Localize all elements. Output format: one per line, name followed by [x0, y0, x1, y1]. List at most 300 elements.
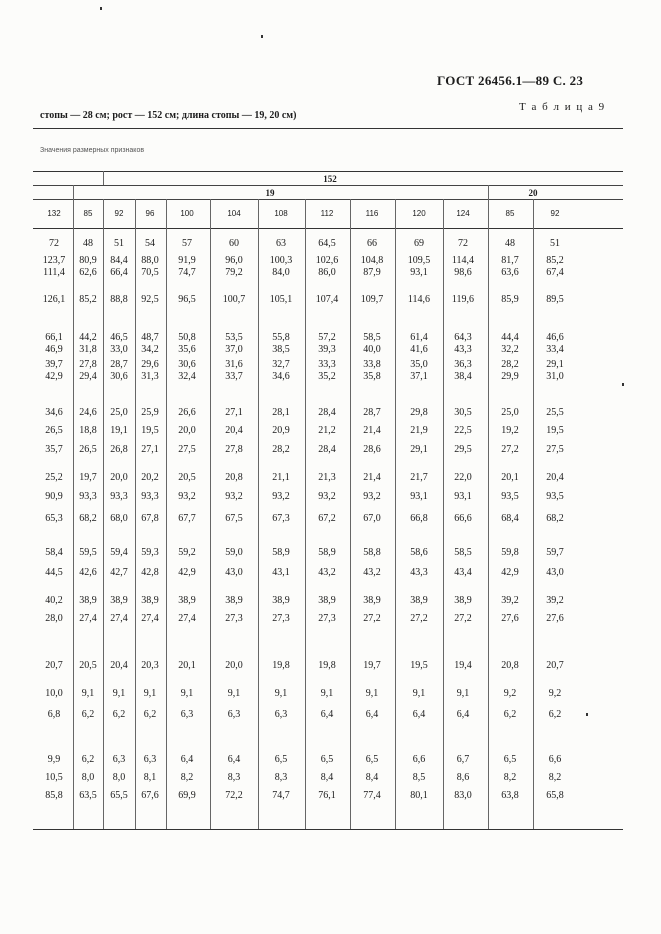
group-divider: [488, 185, 489, 199]
table-cell: 42,7: [110, 567, 128, 578]
table-cell: 30,6: [178, 359, 196, 370]
table-cell: 27,3: [318, 613, 336, 624]
table-cell: 57: [182, 238, 192, 249]
table-cell: 88,8: [110, 294, 128, 305]
table-cell: 10,5: [45, 772, 63, 783]
table-cell: 8,2: [548, 772, 562, 783]
table-cell: 50,8: [178, 332, 196, 343]
table-cell: 66: [367, 238, 377, 249]
table-cell: 58,5: [363, 332, 381, 343]
table-cell: 59,4: [110, 547, 128, 558]
table-cell: 61,4: [410, 332, 428, 343]
table-cell: 27,2: [410, 613, 428, 624]
scan-speck: [622, 383, 624, 386]
table-cell: 60: [229, 238, 239, 249]
table-cell: 107,4: [315, 294, 339, 305]
table-cell: 58,8: [363, 547, 381, 558]
table-cell: 29,1: [546, 359, 564, 370]
table-cell: 29,6: [141, 359, 159, 370]
height-group-rule: [33, 185, 623, 186]
table-cell: 68,4: [501, 513, 519, 524]
table-cell: 9,1: [227, 688, 241, 699]
table-cell: 59,0: [225, 547, 243, 558]
table-cell: 28,2: [501, 359, 519, 370]
values-section-label: Значения размерных признаков: [40, 147, 145, 154]
table-cell: 19,5: [141, 425, 159, 436]
table-cell: 44,4: [501, 332, 519, 343]
table-cell: 93,1: [410, 491, 428, 502]
table-cell: 27,4: [178, 613, 196, 624]
table-cell: 27,5: [178, 444, 196, 455]
table-cell: 19,8: [318, 660, 336, 671]
table-cell: 93,3: [141, 491, 159, 502]
table-cell: 93,3: [110, 491, 128, 502]
table-cell: 114,6: [407, 294, 431, 305]
table-cell: 77,4: [363, 790, 381, 801]
table-cell: 20,8: [225, 472, 243, 483]
table-cell: 9,1: [320, 688, 334, 699]
table-cell: 96,5: [178, 294, 196, 305]
table-cell: 93,3: [79, 491, 97, 502]
table-cell: 114,4: [451, 255, 475, 266]
column-header: 108: [274, 209, 288, 218]
table-cell: 8,2: [503, 772, 517, 783]
table-cell: 39,7: [45, 359, 63, 370]
table-cell: 88,0: [141, 255, 159, 266]
table-cell: 85,2: [79, 294, 97, 305]
column-rule: [305, 199, 306, 829]
table-cell: 63,6: [501, 267, 519, 278]
table-cell: 21,9: [410, 425, 428, 436]
table-cell: 69: [414, 238, 424, 249]
table-cell: 39,3: [318, 344, 336, 355]
table-cell: 6,4: [180, 754, 194, 765]
table-bottom-rule: [33, 829, 623, 830]
table-cell: 119,6: [451, 294, 475, 305]
table-cell: 33,3: [318, 359, 336, 370]
table-cell: 9,2: [503, 688, 517, 699]
table-cell: 42,8: [141, 567, 159, 578]
table-cell: 93,2: [318, 491, 336, 502]
table-cell: 9,1: [412, 688, 426, 699]
table-cell: 6,3: [143, 754, 157, 765]
table-cell: 28,7: [110, 359, 128, 370]
table-cell: 26,5: [45, 425, 63, 436]
table-cell: 9,1: [456, 688, 470, 699]
table-cell: 36,3: [454, 359, 472, 370]
table-cell: 22,0: [454, 472, 472, 483]
table-cell: 28,6: [363, 444, 381, 455]
table-cell: 6,4: [227, 754, 241, 765]
table-cell: 32,2: [501, 344, 519, 355]
table-cell: 93,2: [178, 491, 196, 502]
table-cell: 93,5: [546, 491, 564, 502]
table-cell: 29,4: [79, 371, 97, 382]
table-cell: 27,6: [546, 613, 564, 624]
table-cell: 48,7: [141, 332, 159, 343]
table-cell: 40,2: [45, 595, 63, 606]
table-cell: 38,4: [454, 371, 472, 382]
table-cell: 35,7: [45, 444, 63, 455]
column-rule: [210, 199, 211, 829]
column-header: 92: [550, 209, 560, 218]
table-cell: 9,1: [143, 688, 157, 699]
table-cell: 109,5: [407, 255, 431, 266]
column-rule: [533, 199, 534, 829]
table-cell: 34,6: [272, 371, 290, 382]
table-cell: 58,6: [410, 547, 428, 558]
table-cell: 9,9: [47, 754, 61, 765]
table-cell: 39,2: [546, 595, 564, 606]
table-cell: 28,2: [272, 444, 290, 455]
column-header: 100: [180, 209, 194, 218]
table-cell: 29,9: [501, 371, 519, 382]
scan-speck: [261, 35, 263, 38]
table-cell: 59,8: [501, 547, 519, 558]
table-cell: 93,2: [363, 491, 381, 502]
column-header: 132: [47, 209, 61, 218]
column-header: 116: [365, 209, 379, 218]
table-cell: 28,4: [318, 444, 336, 455]
table-cell: 46,5: [110, 332, 128, 343]
table-cell: 20,1: [178, 660, 196, 671]
table-cell: 27,4: [110, 613, 128, 624]
table-cell: 84,4: [110, 255, 128, 266]
table-cell: 44,2: [79, 332, 97, 343]
table-cell: 65,8: [546, 790, 564, 801]
table-cell: 53,5: [225, 332, 243, 343]
table-cell: 19,5: [410, 660, 428, 671]
table-cell: 85,8: [45, 790, 63, 801]
table-cell: 21,7: [410, 472, 428, 483]
table-cell: 69,9: [178, 790, 196, 801]
table-cell: 20,3: [141, 660, 159, 671]
table-cell: 8,0: [81, 772, 95, 783]
table-cell: 84,0: [272, 267, 290, 278]
table-cell: 35,6: [178, 344, 196, 355]
height-group-value: 152: [323, 174, 337, 184]
table-cell: 65,5: [110, 790, 128, 801]
table-cell: 20,7: [45, 660, 63, 671]
table-cell: 91,9: [178, 255, 196, 266]
table-cell: 38,9: [225, 595, 243, 606]
table-cell: 67,7: [178, 513, 196, 524]
table-cell: 29,5: [454, 444, 472, 455]
column-header: 85: [505, 209, 515, 218]
table-cell: 62,6: [79, 267, 97, 278]
table-cell: 31,6: [225, 359, 243, 370]
table-cell: 39,2: [501, 595, 519, 606]
table-cell: 93,1: [454, 491, 472, 502]
table-cell: 30,5: [454, 407, 472, 418]
table-cell: 8,2: [180, 772, 194, 783]
table-cell: 8,3: [227, 772, 241, 783]
table-cell: 63: [276, 238, 286, 249]
table-cell: 6,5: [365, 754, 379, 765]
table-cell: 28,1: [272, 407, 290, 418]
table-cell: 80,9: [79, 255, 97, 266]
table-cell: 67,8: [141, 513, 159, 524]
table-cell: 6,4: [320, 709, 334, 720]
table-cell: 109,7: [360, 294, 384, 305]
column-rule: [488, 199, 489, 829]
scan-speck: [586, 713, 588, 716]
table-cell: 43,3: [454, 344, 472, 355]
table-cell: 28,7: [363, 407, 381, 418]
table-cell: 93,1: [410, 267, 428, 278]
table-cell: 66,4: [110, 267, 128, 278]
table-cell: 6,6: [548, 754, 562, 765]
table-cell: 33,0: [110, 344, 128, 355]
table-cell: 6,3: [274, 709, 288, 720]
table-cell: 87,9: [363, 267, 381, 278]
table-cell: 57,2: [318, 332, 336, 343]
table-cell: 59,5: [79, 547, 97, 558]
table-cell: 27,3: [225, 613, 243, 624]
table-cell: 100,7: [222, 294, 246, 305]
table-cell: 19,7: [79, 472, 97, 483]
table-cell: 27,2: [454, 613, 472, 624]
table-cell: 59,2: [178, 547, 196, 558]
table-cell: 27,8: [225, 444, 243, 455]
group-divider: [103, 171, 104, 185]
table-cell: 126,1: [42, 294, 66, 305]
table-cell: 6,3: [227, 709, 241, 720]
table-cell: 40,0: [363, 344, 381, 355]
table-cell: 89,5: [546, 294, 564, 305]
table-cell: 19,1: [110, 425, 128, 436]
table-cell: 9,1: [274, 688, 288, 699]
table-cell: 8,0: [112, 772, 126, 783]
table-cell: 59,3: [141, 547, 159, 558]
table-cell: 20,5: [79, 660, 97, 671]
table-cell: 96,0: [225, 255, 243, 266]
table-cell: 51: [550, 238, 560, 249]
table-cell: 19,8: [272, 660, 290, 671]
table-cell: 27,8: [79, 359, 97, 370]
table-cell: 35,8: [363, 371, 381, 382]
table-cell: 42,9: [45, 371, 63, 382]
table-cell: 38,9: [318, 595, 336, 606]
table-cell: 20,4: [546, 472, 564, 483]
table-cell: 20,9: [272, 425, 290, 436]
table-cell: 76,1: [318, 790, 336, 801]
table-cell: 25,5: [546, 407, 564, 418]
table-cell: 19,4: [454, 660, 472, 671]
table-cell: 72,2: [225, 790, 243, 801]
table-cell: 27,1: [141, 444, 159, 455]
table-cell: 67,2: [318, 513, 336, 524]
table-cell: 80,1: [410, 790, 428, 801]
table-cell: 20,0: [225, 660, 243, 671]
column-header: 85: [83, 209, 93, 218]
table-cell: 68,2: [79, 513, 97, 524]
table-cell: 27,4: [141, 613, 159, 624]
table-cell: 6,2: [112, 709, 126, 720]
table-cell: 38,9: [110, 595, 128, 606]
table-cell: 37,1: [410, 371, 428, 382]
column-header: 112: [320, 209, 334, 218]
table-top-rule: [33, 171, 623, 172]
table-cell: 32,4: [178, 371, 196, 382]
table-cell: 42,9: [501, 567, 519, 578]
table-cell: 38,9: [272, 595, 290, 606]
table-cell: 31,3: [141, 371, 159, 382]
table-cell: 19,7: [363, 660, 381, 671]
table-cell: 27,5: [546, 444, 564, 455]
table-cell: 123,7: [42, 255, 66, 266]
table-cell: 20,4: [225, 425, 243, 436]
column-header: 124: [456, 209, 470, 218]
table-cell: 43,2: [363, 567, 381, 578]
table-cell: 26,8: [110, 444, 128, 455]
table-cell: 42,6: [79, 567, 97, 578]
table-cell: 8,4: [365, 772, 379, 783]
table-number-label: Т а б л и ц а 9: [519, 101, 606, 113]
table-cell: 6,4: [456, 709, 470, 720]
table-cell: 33,7: [225, 371, 243, 382]
table-cell: 20,2: [141, 472, 159, 483]
column-header: 92: [114, 209, 124, 218]
table-cell: 48: [83, 238, 93, 249]
table-cell: 26,6: [178, 407, 196, 418]
table-cell: 21,2: [318, 425, 336, 436]
table-cell: 30,6: [110, 371, 128, 382]
table-cell: 19,5: [546, 425, 564, 436]
table-cell: 6,6: [412, 754, 426, 765]
foot-group-19: 19: [265, 188, 275, 198]
table-cell: 6,2: [81, 754, 95, 765]
table-cell: 6,2: [548, 709, 562, 720]
table-cell: 68,2: [546, 513, 564, 524]
table-cell: 8,3: [274, 772, 288, 783]
table-cell: 59,7: [546, 547, 564, 558]
table-cell: 43,4: [454, 567, 472, 578]
table-cell: 6,3: [180, 709, 194, 720]
table-cell: 27,1: [225, 407, 243, 418]
table-cell: 20,0: [110, 472, 128, 483]
table-cell: 9,2: [548, 688, 562, 699]
table-cell: 6,4: [365, 709, 379, 720]
table-cell: 21,3: [318, 472, 336, 483]
table-cell: 67,5: [225, 513, 243, 524]
table-cell: 64,5: [318, 238, 336, 249]
table-cell: 43,2: [318, 567, 336, 578]
table-cell: 6,5: [274, 754, 288, 765]
table-cell: 85,2: [546, 255, 564, 266]
table-cell: 31,0: [546, 371, 564, 382]
table-cell: 72: [458, 238, 468, 249]
column-rule: [350, 199, 351, 829]
table-cell: 37,0: [225, 344, 243, 355]
table-cell: 28,4: [318, 407, 336, 418]
table-cell: 55,8: [272, 332, 290, 343]
table-cell: 25,2: [45, 472, 63, 483]
table-cell: 10,0: [45, 688, 63, 699]
table-cell: 8,6: [456, 772, 470, 783]
table-cell: 18,8: [79, 425, 97, 436]
table-cell: 38,9: [410, 595, 428, 606]
table-cell: 66,8: [410, 513, 428, 524]
table-cell: 6,8: [47, 709, 61, 720]
table-cell: 9,1: [81, 688, 95, 699]
table-cell: 32,7: [272, 359, 290, 370]
table-cell: 46,6: [546, 332, 564, 343]
group-divider: [73, 185, 74, 199]
table-cell: 8,4: [320, 772, 334, 783]
table-cell: 38,9: [79, 595, 97, 606]
table-cell: 20,5: [178, 472, 196, 483]
table-cell: 43,0: [546, 567, 564, 578]
table-cell: 27,3: [272, 613, 290, 624]
table-cell: 79,2: [225, 267, 243, 278]
table-cell: 66,1: [45, 332, 63, 343]
table-cell: 35,2: [318, 371, 336, 382]
table-cell: 9,1: [180, 688, 194, 699]
table-cell: 38,9: [454, 595, 472, 606]
table-cell: 102,6: [315, 255, 339, 266]
table-cell: 63,8: [501, 790, 519, 801]
table-cell: 35,0: [410, 359, 428, 370]
table-cell: 21,4: [363, 425, 381, 436]
table-cell: 20,4: [110, 660, 128, 671]
table-cell: 67,3: [272, 513, 290, 524]
table-cell: 38,9: [178, 595, 196, 606]
table-cell: 58,5: [454, 547, 472, 558]
table-cell: 6,2: [503, 709, 517, 720]
table-cell: 54: [145, 238, 155, 249]
table-cell: 105,1: [269, 294, 293, 305]
table-cell: 81,7: [501, 255, 519, 266]
table-cell: 27,2: [501, 444, 519, 455]
table-cell: 41,6: [410, 344, 428, 355]
table-cell: 65,3: [45, 513, 63, 524]
table-cell: 38,9: [363, 595, 381, 606]
table-cell: 86,0: [318, 267, 336, 278]
table-cell: 58,4: [45, 547, 63, 558]
table-cell: 70,5: [141, 267, 159, 278]
foot-group-rule: [33, 199, 623, 200]
foot-group-20: 20: [528, 188, 538, 198]
column-header: 120: [412, 209, 426, 218]
table-cell: 67,0: [363, 513, 381, 524]
table-cell: 38,9: [141, 595, 159, 606]
table-cell: 98,6: [454, 267, 472, 278]
table-cell: 90,9: [45, 491, 63, 502]
table-cell: 64,3: [454, 332, 472, 343]
caption-rule: [33, 128, 623, 129]
table-cell: 9,1: [112, 688, 126, 699]
table-cell: 20,0: [178, 425, 196, 436]
table-cell: 9,1: [365, 688, 379, 699]
table-cell: 44,5: [45, 567, 63, 578]
table-cell: 68,0: [110, 513, 128, 524]
table-cell: 42,9: [178, 567, 196, 578]
table-cell: 33,8: [363, 359, 381, 370]
table-cell: 6,2: [81, 709, 95, 720]
table-cell: 83,0: [454, 790, 472, 801]
column-rule: [258, 199, 259, 829]
table-cell: 8,5: [412, 772, 426, 783]
table-cell: 43,3: [410, 567, 428, 578]
table-cell: 34,6: [45, 407, 63, 418]
table-cell: 38,5: [272, 344, 290, 355]
scan-speck: [100, 7, 102, 10]
table-cell: 29,8: [410, 407, 428, 418]
table-cell: 92,5: [141, 294, 159, 305]
table-cell: 111,4: [43, 267, 65, 278]
table-cell: 22,5: [454, 425, 472, 436]
